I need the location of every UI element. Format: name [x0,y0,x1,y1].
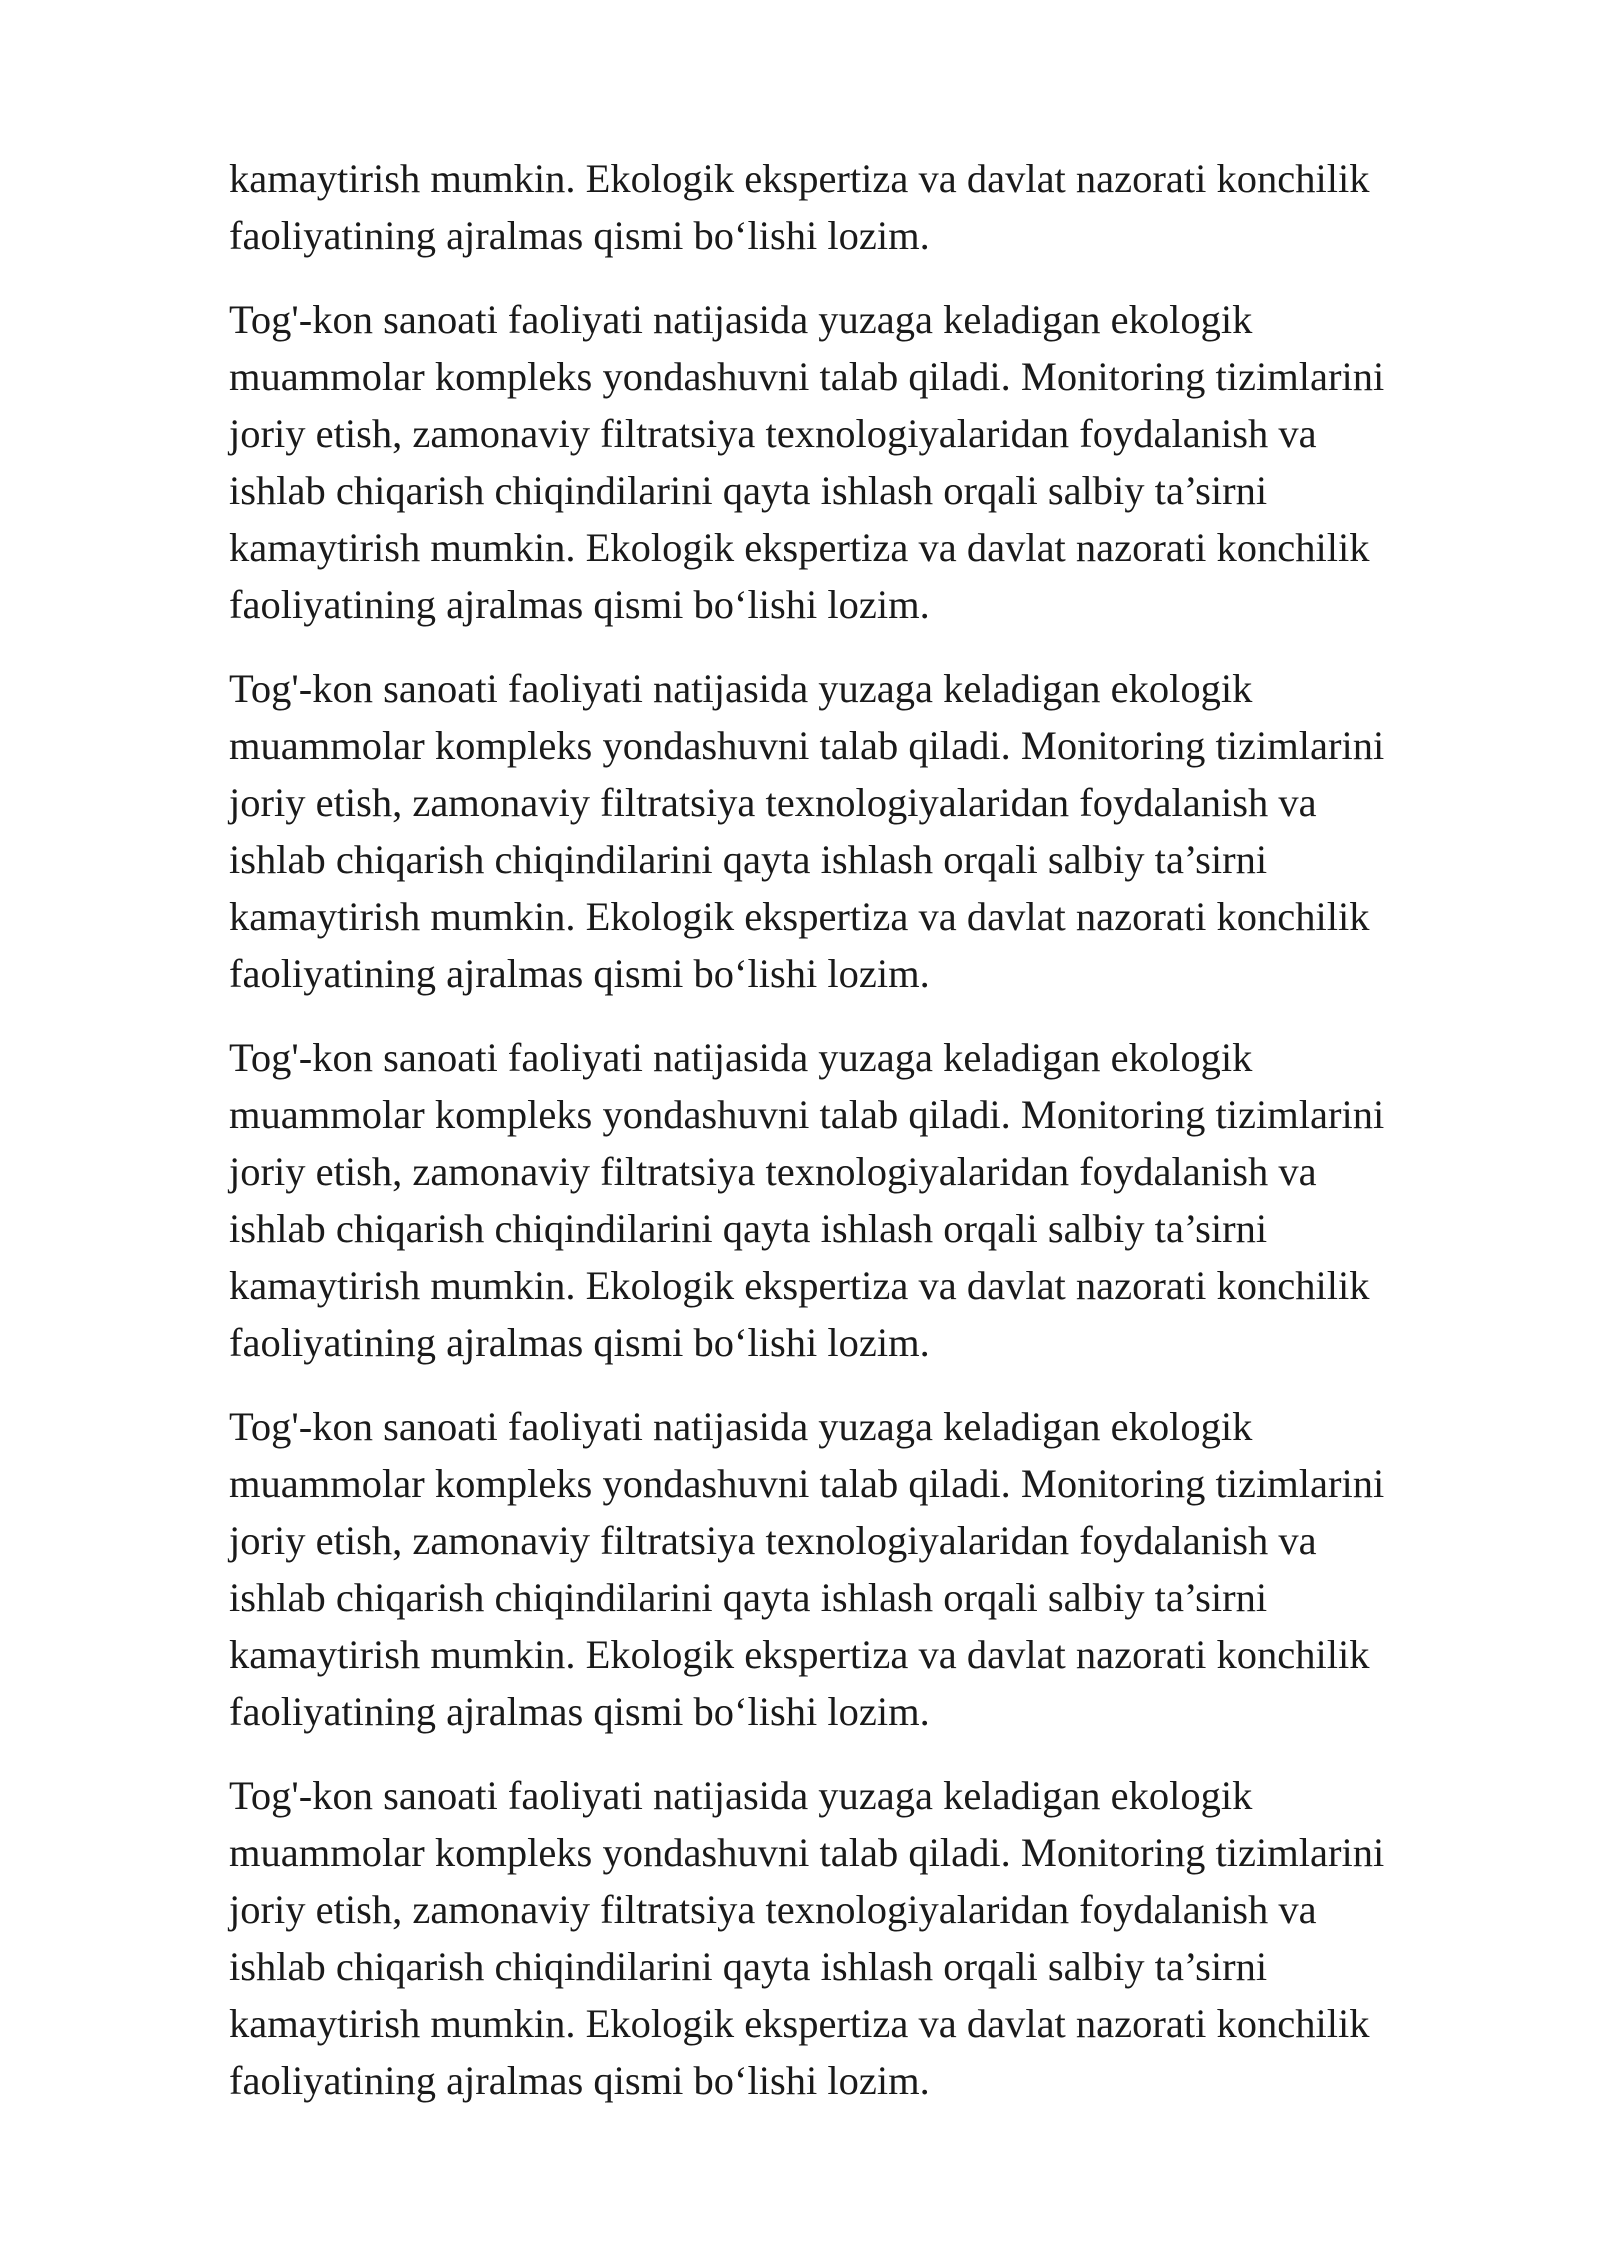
text-line: Tog'-kon sanoati faoliyati natijasida yuzaga keladigan ekologik [229,1773,1253,1818]
text-line: faoliyatining ajralmas qismi bo‘lishi lozim. [229,951,930,996]
text-line: joriy etish, zamonaviy filtratsiya texnologiyalaridan foydalanish va [229,780,1317,825]
text-line: ishlab chiqarish chiqindilarini qayta ishlash orqali salbiy ta’sirni [229,837,1268,882]
text-line: ishlab chiqarish chiqindilarini qayta ishlash orqali salbiy ta’sirni [229,1575,1268,1620]
text-line: faoliyatining ajralmas qismi bo‘lishi lozim. [229,582,930,627]
text-line: joriy etish, zamonaviy filtratsiya texnologiyalaridan foydalanish va [229,1149,1317,1194]
text-line: muammolar kompleks yondashuvni talab qiladi. Monitoring tizimlarini [229,1461,1385,1506]
text-line: ishlab chiqarish chiqindilarini qayta ishlash orqali salbiy ta’sirni [229,468,1268,513]
text-line: joriy etish, zamonaviy filtratsiya texnologiyalaridan foydalanish va [229,1887,1317,1932]
text-line: muammolar kompleks yondashuvni talab qiladi. Monitoring tizimlarini [229,723,1385,768]
text-line: kamaytirish mumkin. Ekologik ekspertiza va davlat nazorati konchilik [229,1632,1370,1677]
document-body [229,150,1479,2136]
text-line: Tog'-kon sanoati faoliyati natijasida yuzaga keladigan ekologik [229,297,1253,342]
text-line: kamaytirish mumkin. Ekologik ekspertiza va davlat nazorati konchilik [229,1263,1370,1308]
text-line: kamaytirish mumkin. Ekologik ekspertiza va davlat nazorati konchilik [229,2001,1370,2046]
text-line: faoliyatining ajralmas qismi bo‘lishi lozim. [229,213,930,258]
text-line: joriy etish, zamonaviy filtratsiya texnologiyalaridan foydalanish va [229,1518,1317,1563]
text-line: Tog'-kon sanoati faoliyati natijasida yuzaga keladigan ekologik [229,666,1253,711]
paragraph [229,291,1479,633]
text-line: kamaytirish mumkin. Ekologik ekspertiza va davlat nazorati konchilik [229,894,1370,939]
text-line: faoliyatining ajralmas qismi bo‘lishi lozim. [229,2058,930,2103]
text-line: muammolar kompleks yondashuvni talab qiladi. Monitoring tizimlarini [229,1092,1385,1137]
text-line: Tog'-kon sanoati faoliyati natijasida yuzaga keladigan ekologik [229,1404,1253,1449]
text-line: joriy etish, zamonaviy filtratsiya texnologiyalaridan foydalanish va [229,411,1317,456]
text-line: kamaytirish mumkin. Ekologik ekspertiza va davlat nazorati konchilik [229,525,1370,570]
paragraph-fragment [229,150,1479,264]
text-line: kamaytirish mumkin. Ekologik ekspertiza va davlat nazorati konchilik [229,156,1370,201]
paragraph [229,1398,1479,1740]
text-line: faoliyatining ajralmas qismi bo‘lishi lozim. [229,1320,930,1365]
text-line: faoliyatining ajralmas qismi bo‘lishi lozim. [229,1689,930,1734]
text-line: ishlab chiqarish chiqindilarini qayta ishlash orqali salbiy ta’sirni [229,1206,1268,1251]
text-line: Tog'-kon sanoati faoliyati natijasida yuzaga keladigan ekologik [229,1035,1253,1080]
text-line: ishlab chiqarish chiqindilarini qayta ishlash orqali salbiy ta’sirni [229,1944,1268,1989]
paragraph [229,660,1479,1002]
paragraph [229,1029,1479,1371]
text-line: muammolar kompleks yondashuvni talab qiladi. Monitoring tizimlarini [229,354,1385,399]
paragraph [229,1767,1479,2109]
text-line: muammolar kompleks yondashuvni talab qiladi. Monitoring tizimlarini [229,1830,1385,1875]
